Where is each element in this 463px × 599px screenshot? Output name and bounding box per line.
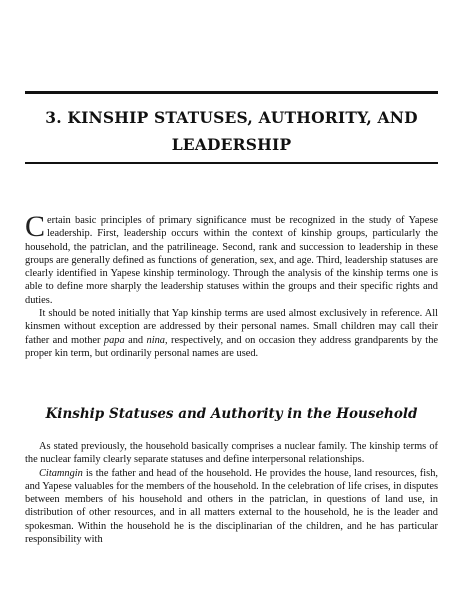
- section-p2-text: is the father and head of the household. He provides the house, land resources, fish, and Yapese valuables for the members of the household. In the celebration of life crises, in disputes between members of his household and others in the patriclan, in questions of land use, in distribution of other resources, and in all matters external to the household, he is the leader and spokesman. Within the household he is the disciplinarian of the children, and he has particular responsibility with: [25, 467, 438, 546]
- term-citamngin: Citamngin: [39, 467, 83, 479]
- intro-p2-text-b: and: [124, 334, 147, 346]
- intro-text: [25, 210, 438, 360]
- section-paragraph-1: As stated previously, the household basically comprises a nuclear family. The kinship terms of the nuclear family clearly separate statuses and define interpersonal relationships.: [25, 441, 438, 466]
- drop-cap: C: [25, 210, 46, 243]
- section-paragraph-2: [25, 467, 438, 547]
- intro-paragraph-2: [25, 307, 438, 360]
- intro-paragraph-1: [25, 210, 438, 307]
- intro-p2-text-c: , respectively, and on occasion they address grandparents by the proper kin term, but ordinarily personal names are used.: [25, 334, 438, 359]
- intro-p2-text-a: It should be noted initially that Yap kinship terms are used almost exclusively in reference. All kinsmen without exception are addressed by their personal names. Small children may call their father and mother: [25, 308, 438, 346]
- title-rule-top: [25, 91, 438, 94]
- title-rule-bottom: [25, 162, 438, 164]
- section-heading: Kinship Statuses and Authority in the Household: [45, 406, 418, 422]
- section-text: [25, 440, 438, 546]
- intro-paragraph-1-text: ertain basic principles of primary significance must be recognized in the study of Yapese leadership. First, leadership occurs within the context of kinship groups, particularly the household, the patriclan, and the patrilineage. Second, rank and succession to leadership in these groups are generally defined as functions of generation, sex, and age. Third, leadership statuses are clearly identified in Yapese kinship terminology. Through the analysis of the kinship terms one is able to define more sharply the leadership statuses within the groups and their specific rights and duties.: [25, 215, 438, 306]
- chapter-title: 3. KINSHIP STATUSES, AUTHORITY, AND LEADERSHIP: [45, 108, 418, 154]
- term-papa: papa: [103, 334, 125, 346]
- term-nina: nina: [146, 334, 166, 346]
